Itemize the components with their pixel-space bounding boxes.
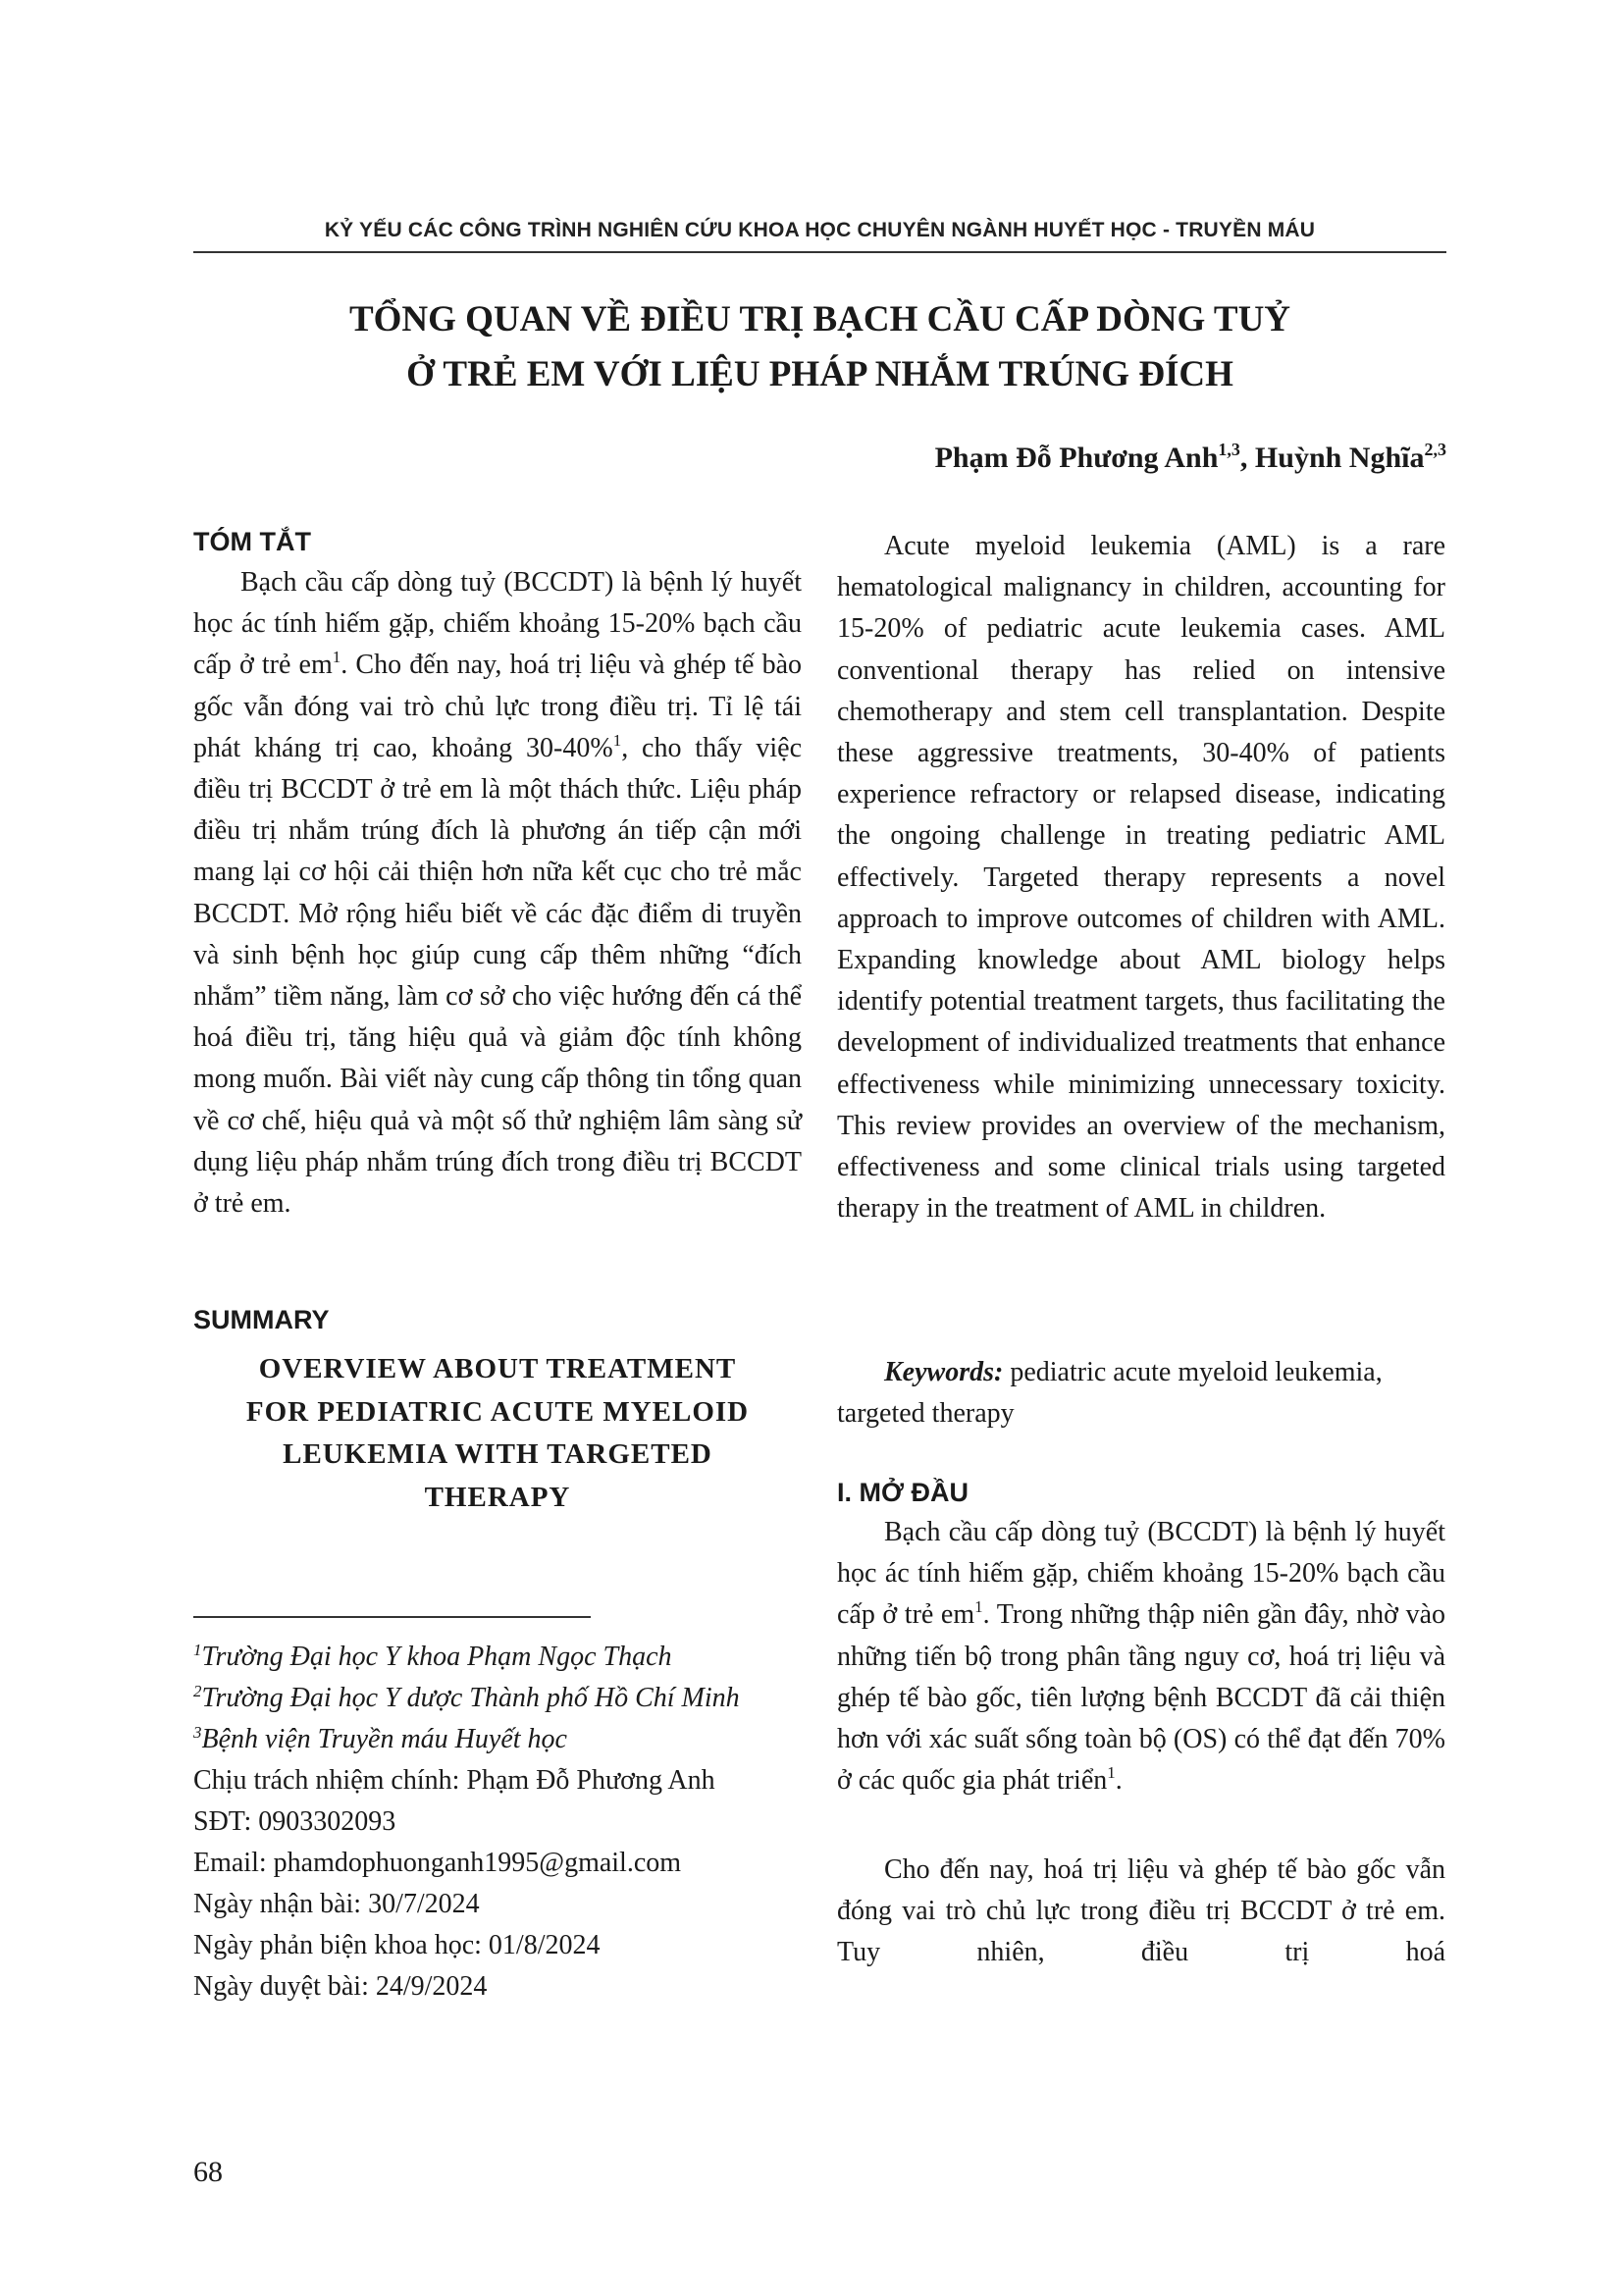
intro-heading: I. MỞ ĐẦU	[837, 1478, 969, 1507]
reviewed-date: Ngày phản biện khoa học: 01/8/2024	[193, 1930, 601, 1960]
summary-title-line-1: OVERVIEW ABOUT TREATMENT	[258, 1353, 737, 1384]
running-header: KỶ YẾU CÁC CÔNG TRÌNH NGHIÊN CỨU KHOA HỌC CHUYÊN NGÀNH HUYẾT HỌC - TRUYỀN MÁU	[324, 219, 1316, 241]
summary-heading: SUMMARY	[193, 1305, 330, 1334]
author-list	[935, 442, 1446, 475]
abstract-vi-text	[193, 562, 802, 1225]
citation-ref[interactable]: 1	[1107, 1763, 1116, 1783]
affiliation-2	[193, 1678, 821, 1719]
keywords	[837, 1352, 1445, 1435]
corresponding-author: Chịu trách nhiệm chính: Phạm Đỗ Phương Anh	[193, 1765, 715, 1796]
footnotes	[193, 1637, 821, 2008]
intro-paragraph-1	[837, 1512, 1445, 1801]
affiliation-3-text: Bệnh viện Truyền máu Huyết học	[201, 1724, 567, 1754]
summary-title-line-4: THERAPY	[424, 1481, 571, 1513]
author-1: Phạm Đỗ Phương Anh	[934, 442, 1219, 474]
intro-paragraph-2: Cho đến nay, hoá trị liệu và ghép tế bào gốc vẫn đóng vai trò chủ lực trong điều trị BCCDT ở trẻ em. Tuy nhiên, điều trị hoá	[837, 1854, 1445, 1968]
title-line-1: TỔNG QUAN VỀ ĐIỀU TRỊ BẠCH CẦU CẤP DÒNG TUỶ	[348, 299, 1291, 339]
phone-number: SĐT: 0903302093	[193, 1806, 396, 1837]
page-number: 68	[193, 2156, 223, 2188]
header-rule	[193, 251, 1446, 253]
citation-ref[interactable]: 1	[974, 1597, 983, 1617]
summary-title-line-2: FOR PEDIATRIC ACUTE MYELOID	[245, 1395, 750, 1428]
keywords-label: Keywords:	[884, 1357, 1004, 1387]
summary-title	[193, 1348, 802, 1519]
abstract-vi-heading: TÓM TẮT	[193, 527, 311, 556]
intro-p1-part-1: Bạch cầu cấp dòng tuỷ (BCCDT) là bệnh lý huyết học ác tính hiếm gặp, chiếm khoảng 15-20% bạch cầu cấp ở trẻ em	[837, 1517, 1445, 1631]
citation-ref[interactable]: 1	[612, 730, 622, 750]
received-date: Ngày nhận bài: 30/7/2024	[193, 1889, 480, 1919]
citation-ref[interactable]: 1	[332, 648, 341, 667]
keywords-text: pediatric acute myeloid leukemia, targeted therapy	[837, 1357, 1383, 1430]
abstract-en-text: Acute myeloid leukemia (AML) is a rare hematological malignancy in children, accounting for 15-20% of pediatric acute leukemia cases. AML conventional therapy has relied on intensive chemotherapy and stem cell transplantation. Despite these aggressive treatments, 30-40% of patients experience refractory or relapsed disease, indicating the ongoing challenge in treating pediatric AML effectively. Targeted therapy represents a novel approach to improve outcomes of children with AML. Expanding knowledge about AML biology helps identify potential treatment targets, thus facilitating the development of individualized treatments that enhance effectiveness while minimizing unnecessary toxicity. This review provides an overview of the mechanism, effectiveness and some clinical trials using targeted therapy in the treatment of AML in children.	[837, 531, 1445, 1225]
abstract-vi-part-1: Bạch cầu cấp dòng tuỷ (BCCDT) là bệnh lý huyết học ác tính hiếm gặp, chiếm khoảng 15-20% bạch cầu cấp ở trẻ em	[193, 567, 802, 681]
article-title	[193, 292, 1446, 402]
intro-p1-part-2: . Trong những thập niên gần đây, nhờ vào những tiến bộ trong phân tầng nguy cơ, hoá trị liệu và ghép tế bào gốc, tiên lượng bệnh BCCDT đã cải thiện hơn với xác suất sống toàn bộ (OS) có thể đạt đến 70% ở các quốc gia phát triển	[837, 1599, 1445, 1797]
accepted-date: Ngày duyệt bài: 24/9/2024	[193, 1971, 488, 2002]
affiliation-3-number: 3	[193, 1723, 202, 1742]
title-line-2: Ở TRẺ EM VỚI LIỆU PHÁP NHẮM TRÚNG ĐÍCH	[406, 354, 1233, 394]
affiliation-2-number: 2	[193, 1682, 202, 1700]
abstract-vi-part-2: . Cho đến nay, hoá trị liệu và ghép tế bào gốc vẫn đóng vai trò chủ lực trong điều trị. Tỉ lệ tái phát kháng trị cao, khoảng 30-40%	[193, 650, 803, 763]
author-separator: ,	[1239, 442, 1255, 474]
author-2-affiliation: 2,3	[1424, 440, 1446, 459]
intro-p1-part-3: .	[1115, 1765, 1123, 1797]
affiliation-2-text: Trường Đại học Y dược Thành phố Hồ Chí Minh	[201, 1683, 740, 1713]
affiliation-1-number: 1	[193, 1641, 202, 1659]
author-2: Huỳnh Nghĩa	[1254, 442, 1425, 474]
footnote-rule	[193, 1616, 591, 1618]
affiliation-3	[193, 1719, 821, 1760]
affiliation-1-text: Trường Đại học Y khoa Phạm Ngọc Thạch	[201, 1642, 672, 1672]
affiliation-1	[193, 1637, 821, 1678]
email-address[interactable]: Email: phamdophuonganh1995@gmail.com	[193, 1848, 682, 1878]
author-1-affiliation: 1,3	[1218, 440, 1240, 459]
summary-title-line-3: LEUKEMIA WITH TARGETED	[283, 1438, 712, 1470]
abstract-vi-part-3: , cho thấy việc điều trị BCCDT ở trẻ em là một thách thức. Liệu pháp điều trị nhắm trúng đích là phương án tiếp cận mới mang lại cơ hội cải thiện hơn nữa kết cục cho trẻ mắc BCCDT. Mở rộng hiểu biết về các đặc điểm di truyền và sinh bệnh học giúp cung cấp thêm những “đích nhắm” tiềm năng, làm cơ sở cho việc hướng đến cá thể hoá điều trị, tăng hiệu quả và giảm độc tính không mong muốn. Bài viết này cung cấp thông tin tổng quan về cơ chế, hiệu quả và một số thử nghiệm lâm sàng sử dụng liệu pháp nhắm trúng đích trong điều trị BCCDT ở trẻ em.	[193, 732, 802, 1220]
